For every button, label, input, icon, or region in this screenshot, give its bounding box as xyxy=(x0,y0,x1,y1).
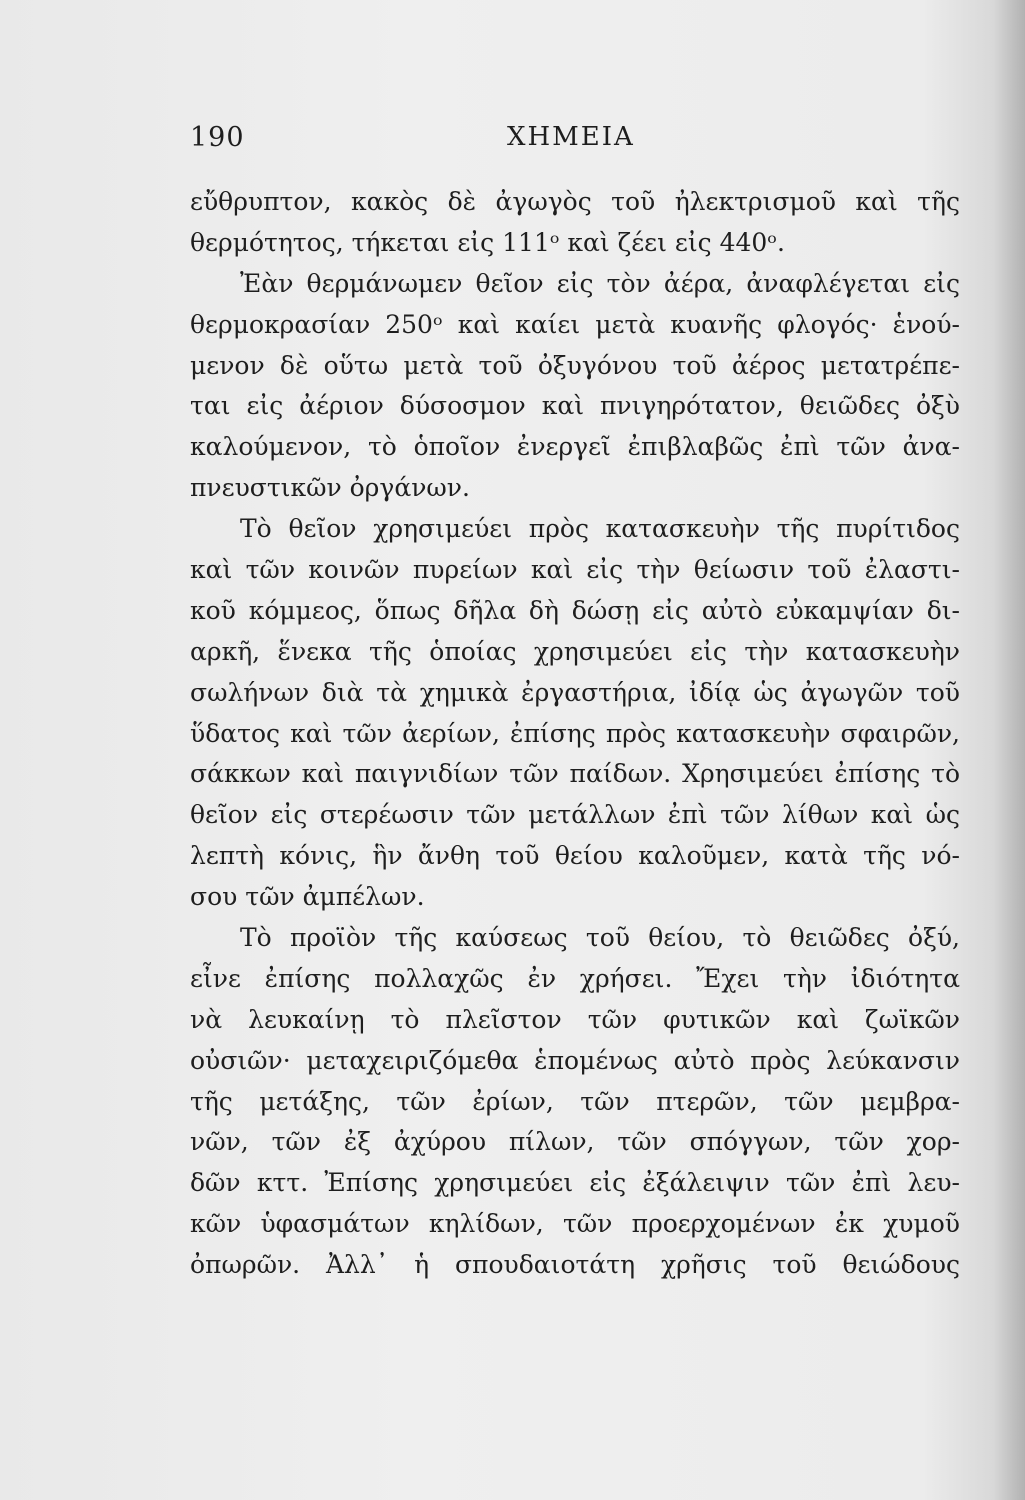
text-line: κῶν ὑφασμάτων κηλίδων, τῶν προερχομένων ἐκ χυμοῦ xyxy=(190,1209,960,1239)
text-line: Τὸ προϊὸν τῆς καύσεως τοῦ θείου, τὸ θειῶδες ὀξύ, xyxy=(240,923,960,953)
text-line: σου τῶν ἀμπέλων. xyxy=(190,882,425,912)
text-line: ται εἰς ἀέριον δύσοσμον καὶ πνιγηρότατον, θειῶδες ὀξὺ xyxy=(190,391,960,421)
body-text xyxy=(190,182,960,1286)
text-line: αρκῆ, ἕνεκα τῆς ὁποίας χρησιμεύει εἰς τὴν κατασκευὴν xyxy=(190,636,960,666)
text-line: Τὸ θεῖον χρησιμεύει πρὸς κατασκευὴν τῆς πυρίτιδος xyxy=(240,514,960,544)
text-line: ὀπωρῶν. Ἀλλ᾽ ἡ σπουδαιοτάτη χρῆσις τοῦ θειώδους xyxy=(190,1250,960,1280)
text-line: οὐσιῶν· μεταχειριζόμεθα ἑπομένως αὐτὸ πρὸς λεύκανσιν xyxy=(190,1045,960,1075)
text-line: θερμοκρασίαν 250ᵒ καὶ καίει μετὰ κυανῆς φλογός· ἑνού- xyxy=(190,309,960,339)
text-line: Ἐὰν θερμάνωμεν θεῖον εἰς τὸν ἀέρα, ἀναφλέγεται εἰς xyxy=(240,268,960,298)
text-line: καὶ τῶν κοινῶν πυρείων καὶ εἰς τὴν θείωσιν τοῦ ἐλαστι- xyxy=(190,555,960,585)
page-header xyxy=(190,122,960,158)
text-line: ὕδατος καὶ τῶν ἀερίων, ἐπίσης πρὸς κατασκευὴν σφαιρῶν, xyxy=(190,718,960,748)
text-line: νῶν, τῶν ἐξ ἀχύρου πίλων, τῶν σπόγγων, τῶν χορ- xyxy=(190,1127,960,1157)
text-line: μενον δὲ οὕτω μετὰ τοῦ ὀξυγόνου τοῦ ἀέρος μετατρέπε- xyxy=(190,350,960,380)
text-line: θεῖον εἰς στερέωσιν τῶν μετάλλων ἐπὶ τῶν λίθων καὶ ὡς xyxy=(190,800,960,830)
text-line: πνευστικῶν ὀργάνων. xyxy=(190,473,470,503)
text-line: σωλήνων διὰ τὰ χημικὰ ἐργαστήρια, ἰδίᾳ ὡς ἀγωγῶν τοῦ xyxy=(190,677,960,707)
text-line: νὰ λευκαίνῃ τὸ πλεῖστον τῶν φυτικῶν καὶ ζωϊκῶν xyxy=(190,1004,960,1034)
text-line: κοῦ κόμμεος, ὅπως δῆλα δὴ δώσῃ εἰς αὐτὸ εὐκαμψίαν δι- xyxy=(190,595,960,625)
text-line: εὔθρυπτον, κακὸς δὲ ἀγωγὸς τοῦ ἠλεκτρισμοῦ καὶ τῆς xyxy=(190,187,960,216)
text-line: δῶν κττ. Ἐπίσης χρησιμεύει εἰς ἐξάλειψιν τῶν ἐπὶ λευ- xyxy=(190,1168,960,1198)
text-line: θερμότητος, τήκεται εἰς 111ᵒ καὶ ζέει εἰς 440ᵒ. xyxy=(190,227,785,257)
text-line: λεπτὴ κόνις, ἣν ἄνθη τοῦ θείου καλοῦμεν, κατὰ τῆς νό- xyxy=(190,841,960,871)
text-line: τῆς μετάξης, τῶν ἐρίων, τῶν πτερῶν, τῶν μεμβρα- xyxy=(190,1086,960,1116)
page-edge-shadow xyxy=(993,0,1025,1500)
text-line: σάκκων καὶ παιγνιδίων τῶν παίδων. Χρησιμεύει ἐπίσης τὸ xyxy=(190,759,960,789)
running-title: ΧΗΜΕΙΑ xyxy=(507,122,635,152)
page-number: 190 xyxy=(190,122,245,153)
text-line: εἶνε ἐπίσης πολλαχῶς ἐν χρήσει. Ἔχει τὴν ἰδιότητα xyxy=(190,963,960,993)
text-line: καλούμενον, τὸ ὁποῖον ἐνεργεῖ ἐπιβλαβῶς ἐπὶ τῶν ἀνα- xyxy=(190,432,960,462)
